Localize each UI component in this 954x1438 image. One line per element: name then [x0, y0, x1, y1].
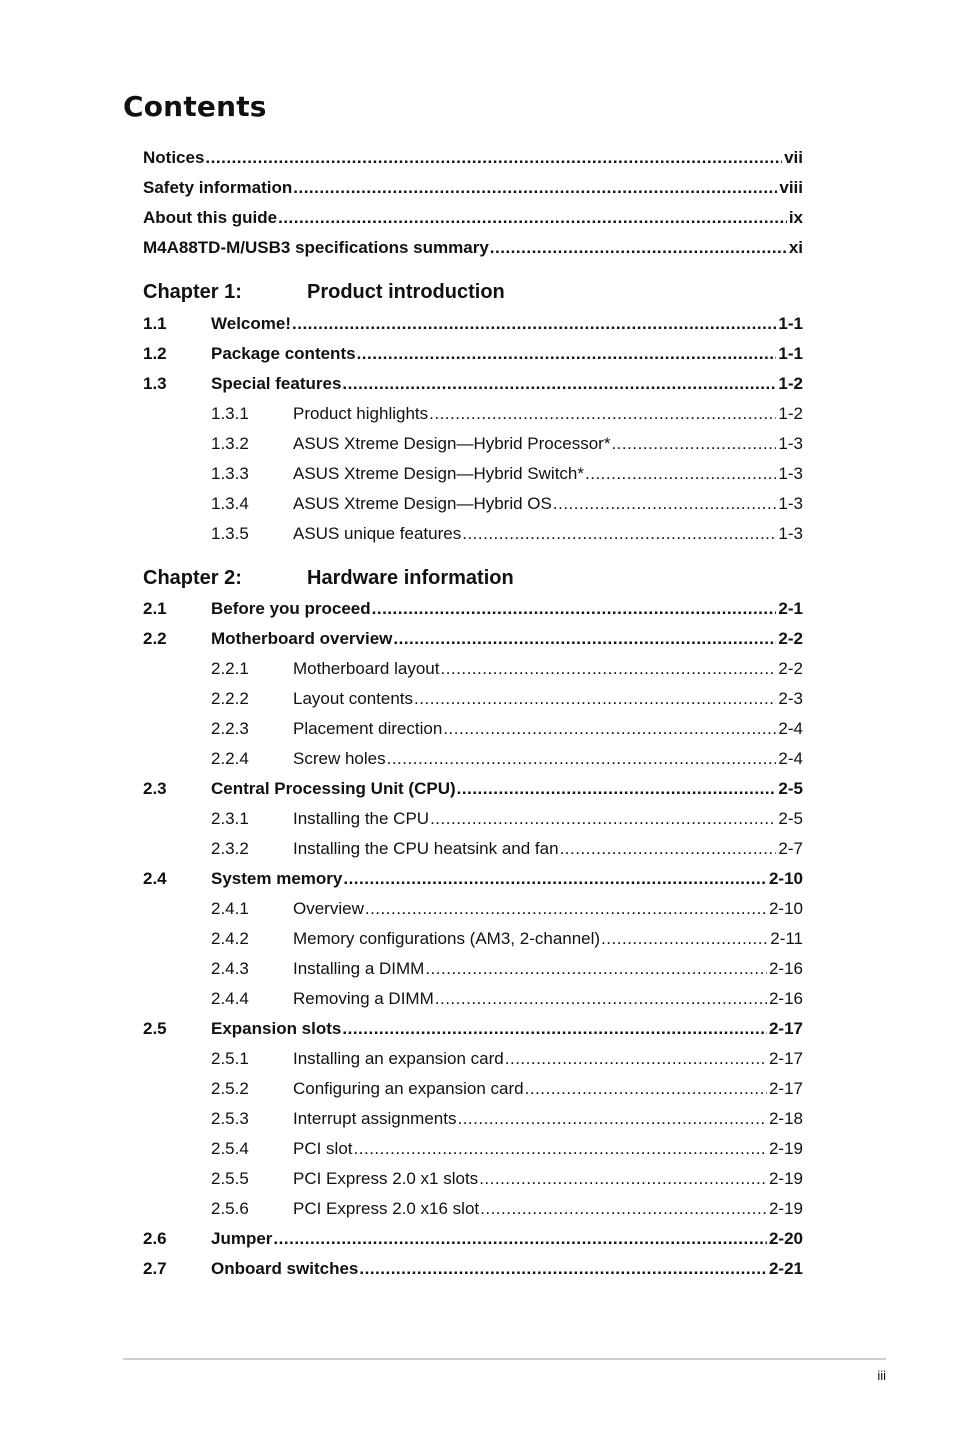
- dot-leader: [479, 1169, 767, 1189]
- toc-entry[interactable]: [143, 627, 803, 649]
- chapter-label: Chapter 1:: [143, 281, 242, 303]
- toc-entry-page[interactable]: 2-17: [768, 1079, 803, 1098]
- toc-entry-number: 2.5.2: [211, 1079, 249, 1098]
- toc-entry-title[interactable]: System memory: [211, 869, 343, 888]
- toc-entry[interactable]: [143, 1017, 803, 1039]
- toc-entry-title[interactable]: M4A88TD-M/USB3 specifications summary: [143, 238, 489, 257]
- toc-entry[interactable]: [143, 236, 803, 258]
- toc-entry-title[interactable]: Removing a DIMM: [293, 989, 434, 1008]
- toc-entry-number: 2.5: [143, 1019, 167, 1038]
- toc-entry-page[interactable]: 2-10: [768, 899, 803, 918]
- toc-entry-page[interactable]: 1-1: [778, 344, 803, 363]
- toc-entry-title[interactable]: Motherboard overview: [211, 629, 393, 648]
- toc-entry-title[interactable]: Installing the CPU: [293, 809, 430, 828]
- dot-leader: [372, 599, 777, 619]
- toc-entry-number: 2.3.1: [211, 809, 249, 828]
- toc-entry-number: 2.4.1: [211, 899, 249, 918]
- toc-entry[interactable]: [143, 1227, 803, 1249]
- toc-entry[interactable]: [143, 176, 803, 198]
- toc-entry-title[interactable]: ASUS unique features: [293, 524, 462, 543]
- toc-entry-title[interactable]: Layout contents: [293, 689, 414, 708]
- toc-entry-number: 1.3.2: [211, 434, 249, 453]
- dot-leader: [365, 899, 767, 919]
- dot-leader: [273, 1229, 767, 1249]
- toc-entry-title[interactable]: Installing a DIMM: [293, 959, 425, 978]
- toc-entry-title[interactable]: ASUS Xtreme Design—Hybrid Processor*: [293, 434, 611, 453]
- toc-entry-title[interactable]: Screw holes: [293, 749, 386, 768]
- toc-subentry[interactable]: [143, 957, 803, 979]
- toc-subentry[interactable]: [143, 1197, 803, 1219]
- toc-entry-page[interactable]: ix: [788, 208, 803, 227]
- chapter-title: Hardware information: [307, 567, 514, 589]
- toc-entry-page[interactable]: 2-4: [778, 749, 803, 768]
- page-number: iii: [877, 1368, 886, 1383]
- toc-entry-title[interactable]: Motherboard layout: [293, 659, 440, 678]
- toc-entry-page[interactable]: 2-1: [778, 599, 803, 618]
- toc-entry-page[interactable]: 2-19: [768, 1139, 803, 1158]
- dot-leader: [357, 344, 777, 364]
- toc-entry-number: 2.4: [143, 869, 167, 888]
- toc-entry-number: 2.2.2: [211, 689, 249, 708]
- toc-subentry[interactable]: [143, 1077, 803, 1099]
- toc-entry-page[interactable]: 2-21: [768, 1259, 803, 1278]
- toc-entry-title[interactable]: ASUS Xtreme Design—Hybrid Switch*: [293, 464, 584, 483]
- dot-leader: [342, 374, 776, 394]
- footer-rule: [123, 1358, 886, 1360]
- toc-entry-number: 1.3.5: [211, 524, 249, 543]
- dot-leader: [430, 809, 776, 829]
- toc-subentry[interactable]: [143, 987, 803, 1009]
- toc-entry-page[interactable]: 1-3: [778, 434, 803, 453]
- dot-leader: [480, 1199, 767, 1219]
- toc-entry-title[interactable]: Package contents: [211, 344, 356, 363]
- dot-leader: [585, 464, 776, 484]
- toc-entry-number: 2.4.2: [211, 929, 249, 948]
- page-title: Contents: [123, 90, 267, 123]
- toc-entry-page[interactable]: 2-19: [768, 1199, 803, 1218]
- toc-entry-title[interactable]: Before you proceed: [211, 599, 371, 618]
- dot-leader: [354, 1139, 767, 1159]
- toc-entry-title[interactable]: PCI Express 2.0 x1 slots: [293, 1169, 479, 1188]
- toc-entry-title[interactable]: Notices: [143, 148, 205, 167]
- dot-leader: [611, 434, 776, 454]
- toc-subentry[interactable]: [143, 462, 803, 484]
- toc-entry-title[interactable]: Special features: [211, 374, 342, 393]
- dot-leader: [359, 1259, 767, 1279]
- dot-leader: [278, 208, 787, 228]
- toc-subentry[interactable]: [143, 897, 803, 919]
- toc-subentry[interactable]: [143, 402, 803, 424]
- toc-subentry[interactable]: [143, 432, 803, 454]
- toc-entry-page[interactable]: 2-5: [778, 779, 803, 798]
- toc-entry-title[interactable]: Memory configurations (AM3, 2-channel): [293, 929, 601, 948]
- toc-entry-number: 2.2.3: [211, 719, 249, 738]
- toc-entry-title[interactable]: Installing the CPU heatsink and fan: [293, 839, 559, 858]
- dot-leader: [393, 629, 776, 649]
- toc-entry-number: 2.1: [143, 599, 167, 618]
- dot-leader: [293, 178, 777, 198]
- dot-leader: [429, 404, 776, 424]
- toc-subentry[interactable]: [143, 522, 803, 544]
- dot-leader: [457, 779, 777, 799]
- dot-leader: [525, 1079, 767, 1099]
- toc-entry-number: 2.7: [143, 1259, 167, 1278]
- dot-leader: [343, 869, 767, 889]
- toc-subentry[interactable]: [143, 927, 803, 949]
- toc-entry-page[interactable]: 1-3: [778, 464, 803, 483]
- toc-entry-title[interactable]: Welcome!: [211, 314, 291, 333]
- toc-entry-number: 2.2.1: [211, 659, 249, 678]
- toc-entry-number: 1.1: [143, 314, 167, 333]
- toc-entry[interactable]: [143, 372, 803, 394]
- dot-leader: [440, 659, 776, 679]
- toc-entry-page[interactable]: vii: [784, 148, 803, 167]
- toc-entry-title[interactable]: PCI Express 2.0 x16 slot: [293, 1199, 480, 1218]
- toc-entry-page[interactable]: 2-2: [778, 659, 803, 678]
- toc-entry-number: 2.6: [143, 1229, 167, 1248]
- toc-entry-page[interactable]: 2-17: [768, 1049, 803, 1068]
- chapter-heading: [143, 280, 505, 304]
- dot-leader: [342, 1019, 767, 1039]
- toc-entry-page[interactable]: xi: [788, 238, 803, 257]
- toc-entry-number: 1.3.4: [211, 494, 249, 513]
- toc-entry-page[interactable]: 1-2: [778, 374, 803, 393]
- dot-leader: [505, 1049, 767, 1069]
- toc-subentry[interactable]: [143, 807, 803, 829]
- toc-entry-number: 2.5.3: [211, 1109, 249, 1128]
- toc-entry-page[interactable]: 2-3: [778, 689, 803, 708]
- toc-entry-page[interactable]: 2-5: [778, 809, 803, 828]
- toc-entry-title[interactable]: Placement direction: [293, 719, 443, 738]
- chapter-label: Chapter 2:: [143, 567, 242, 589]
- toc-entry-number: 2.3: [143, 779, 167, 798]
- dot-leader: [387, 749, 777, 769]
- toc-entry-title[interactable]: Onboard switches: [211, 1259, 359, 1278]
- toc-entry-number: 1.3: [143, 374, 167, 393]
- toc-entry-page[interactable]: 2-16: [768, 959, 803, 978]
- toc-entry-title[interactable]: Interrupt assignments: [293, 1109, 457, 1128]
- dot-leader: [601, 929, 768, 949]
- toc-entry-number: 2.5.1: [211, 1049, 249, 1068]
- toc-entry[interactable]: [143, 777, 803, 799]
- dot-leader: [553, 494, 777, 514]
- toc-entry-title[interactable]: Overview: [293, 899, 364, 918]
- toc-subentry[interactable]: [143, 717, 803, 739]
- toc-entry[interactable]: [143, 1257, 803, 1279]
- toc-entry[interactable]: [143, 597, 803, 619]
- dot-leader: [560, 839, 777, 859]
- toc-entry-number: 2.2.4: [211, 749, 249, 768]
- toc-entry-page[interactable]: 2-7: [778, 839, 803, 858]
- toc-entry-title[interactable]: PCI slot: [293, 1139, 353, 1158]
- toc-entry[interactable]: [143, 146, 803, 168]
- toc-entry-page[interactable]: viii: [779, 178, 803, 197]
- toc-subentry[interactable]: [143, 1167, 803, 1189]
- toc-entry-number: 2.5.5: [211, 1169, 249, 1188]
- toc-entry-page[interactable]: 2-17: [768, 1019, 803, 1038]
- toc-entry-page[interactable]: 1-1: [778, 314, 803, 333]
- toc-entry[interactable]: [143, 867, 803, 889]
- toc-entry-page[interactable]: 2-16: [768, 989, 803, 1008]
- dot-leader: [425, 959, 767, 979]
- toc-entry-number: 2.3.2: [211, 839, 249, 858]
- dot-leader: [292, 314, 776, 334]
- toc-entry[interactable]: [143, 312, 803, 334]
- toc-entry-number: 1.3.3: [211, 464, 249, 483]
- toc-entry-number: 2.4.4: [211, 989, 249, 1008]
- toc-entry-page[interactable]: 2-20: [768, 1229, 803, 1248]
- toc-entry-page[interactable]: 2-10: [768, 869, 803, 888]
- toc-entry-page[interactable]: 1-3: [778, 494, 803, 513]
- chapter-heading: [143, 566, 514, 590]
- toc-subentry[interactable]: [143, 492, 803, 514]
- toc-entry-number: 2.2: [143, 629, 167, 648]
- toc-entry-number: 1.3.1: [211, 404, 249, 423]
- toc-entry-title[interactable]: Product highlights: [293, 404, 429, 423]
- toc-entry-title[interactable]: About this guide: [143, 208, 278, 227]
- dot-leader: [435, 989, 767, 1009]
- toc-entry[interactable]: [143, 206, 803, 228]
- chapter-title: Product introduction: [307, 281, 505, 303]
- toc-subentry[interactable]: [143, 1137, 803, 1159]
- toc-subentry[interactable]: [143, 1047, 803, 1069]
- dot-leader: [490, 238, 787, 258]
- toc-entry-title[interactable]: ASUS Xtreme Design—Hybrid OS: [293, 494, 552, 513]
- toc-entry-title[interactable]: Jumper: [211, 1229, 273, 1248]
- dot-leader: [462, 524, 776, 544]
- toc-entry-title[interactable]: Expansion slots: [211, 1019, 342, 1038]
- toc-entry-page[interactable]: 2-4: [778, 719, 803, 738]
- toc-entry-number: 2.4.3: [211, 959, 249, 978]
- toc-entry-title[interactable]: Safety information: [143, 178, 293, 197]
- toc-subentry[interactable]: [143, 1107, 803, 1129]
- toc-entry-number: 1.2: [143, 344, 167, 363]
- dot-leader: [205, 148, 782, 168]
- toc-entry-number: 2.5.4: [211, 1139, 249, 1158]
- toc-entry[interactable]: [143, 342, 803, 364]
- toc-subentry[interactable]: [143, 837, 803, 859]
- dot-leader: [457, 1109, 767, 1129]
- toc-entry-page[interactable]: 2-2: [778, 629, 803, 648]
- toc-entry-page[interactable]: 2-11: [770, 929, 803, 948]
- toc-entry-page[interactable]: 1-3: [778, 524, 803, 543]
- toc-subentry[interactable]: [143, 657, 803, 679]
- toc-entry-page[interactable]: 2-18: [768, 1109, 803, 1128]
- toc-subentry[interactable]: [143, 747, 803, 769]
- toc-subentry[interactable]: [143, 687, 803, 709]
- toc-entry-page[interactable]: 1-2: [778, 404, 803, 423]
- dot-leader: [443, 719, 776, 739]
- toc-entry-title[interactable]: Configuring an expansion card: [293, 1079, 524, 1098]
- toc-entry-page[interactable]: 2-19: [768, 1169, 803, 1188]
- toc-entry-number: 2.5.6: [211, 1199, 249, 1218]
- dot-leader: [414, 689, 776, 709]
- toc-entry-title[interactable]: Installing an expansion card: [293, 1049, 504, 1068]
- toc-entry-title[interactable]: Central Processing Unit (CPU): [211, 779, 456, 798]
